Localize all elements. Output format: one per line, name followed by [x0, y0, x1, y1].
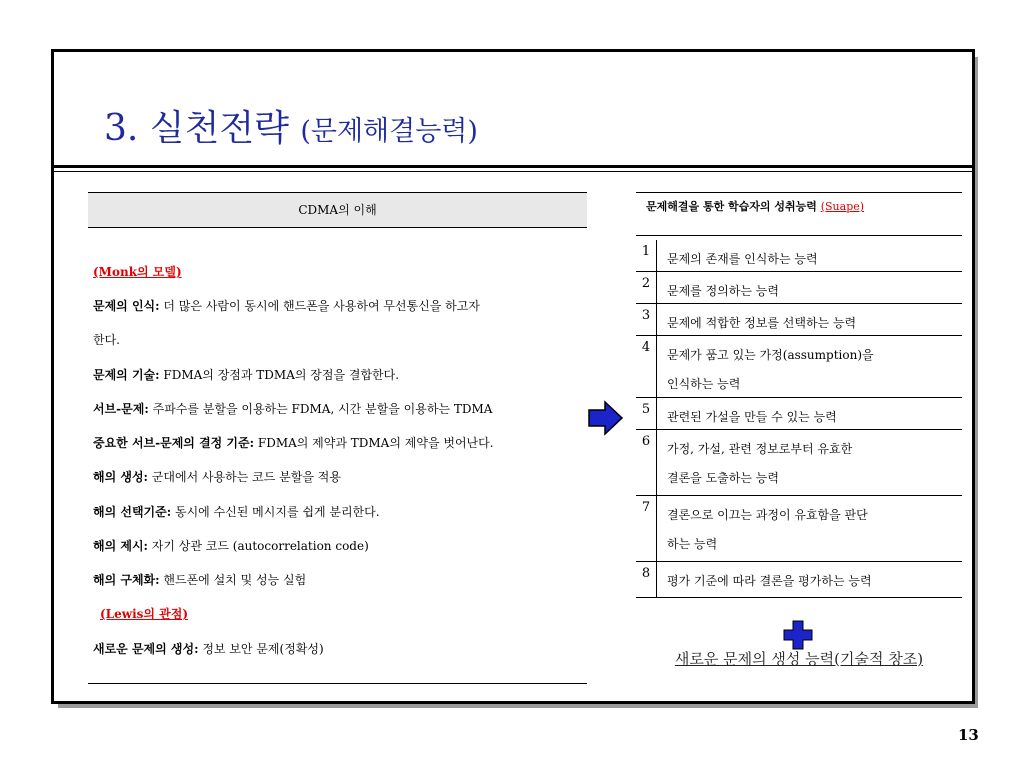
achievement-table-header: 문제해결을 통한 학습자의 성취능력 (Suape) [636, 192, 962, 236]
title-divider-thin [54, 171, 972, 172]
list-item: 해의 제시: 자기 상관 코드 (autocorrelation code) [93, 539, 369, 553]
lewis-view-heading: (Lewis의 관점) [100, 607, 189, 621]
list-item: 해의 생성: 군대에서 사용하는 코드 분할을 적용 [93, 470, 341, 484]
list-item: 서브-문제: 주파수를 분할을 이용하는 FDMA, 시간 분할을 이용하는 TDMA [93, 402, 493, 416]
table-row: 5 관련된 가설을 만들 수 있는 능력 [636, 398, 962, 430]
table-row: 4 문제가 품고 있는 가정(assumption)을 인식하는 능력 [636, 336, 962, 398]
cdma-panel-header: CDMA의 이해 [88, 192, 587, 228]
list-item: 문제의 인식: 더 많은 사람이 동시에 핸드폰을 사용하여 무선통신을 하고자 [93, 299, 480, 313]
list-item: 새로운 문제의 생성: 정보 보안 문제(정확성) [93, 642, 324, 656]
list-item: 중요한 서브-문제의 결정 기준: FDMA의 제약과 TDMA의 제약을 벗어난다. [93, 436, 494, 450]
list-item: 해의 구체화: 핸드폰에 설치 및 성능 실험 [93, 573, 307, 587]
page-number: 13 [958, 726, 979, 744]
plus-icon [783, 620, 813, 650]
table-row: 2 문제를 정의하는 능력 [636, 272, 962, 304]
table-row: 3 문제에 적합한 정보를 선택하는 능력 [636, 304, 962, 336]
title-divider-thick [54, 165, 972, 168]
title-sub: (문제해결능력) [300, 116, 478, 147]
list-item: 문제의 기술: FDMA의 장점과 TDMA의 장점을 결합한다. [93, 368, 400, 382]
new-problem-creation-text: 새로운 문제의 생성 능력(기술적 창조) [674, 650, 924, 668]
list-item: 해의 선택기준: 동시에 수신된 메시지를 쉽게 분리한다. [93, 505, 380, 519]
title-main: 3. 실천전략 [104, 108, 289, 149]
slide-title [104, 100, 478, 151]
right-arrow-icon [588, 400, 624, 436]
slide [51, 49, 975, 704]
table-row: 6 가정, 가설, 관련 정보로부터 유효한 결론을 도출하는 능력 [636, 430, 962, 496]
monk-model-heading: (Monk의 모델) [93, 265, 182, 279]
table-row: 1 문제의 존재를 인식하는 능력 [636, 240, 962, 272]
list-item: 한다. [93, 333, 120, 347]
table-row: 7 결론으로 이끄는 과정이 유효함을 판단 하는 능력 [636, 496, 962, 562]
table-row: 8 평가 기준에 따라 결론을 평가하는 능력 [636, 562, 962, 598]
cdma-panel-footer-rule [88, 683, 587, 684]
